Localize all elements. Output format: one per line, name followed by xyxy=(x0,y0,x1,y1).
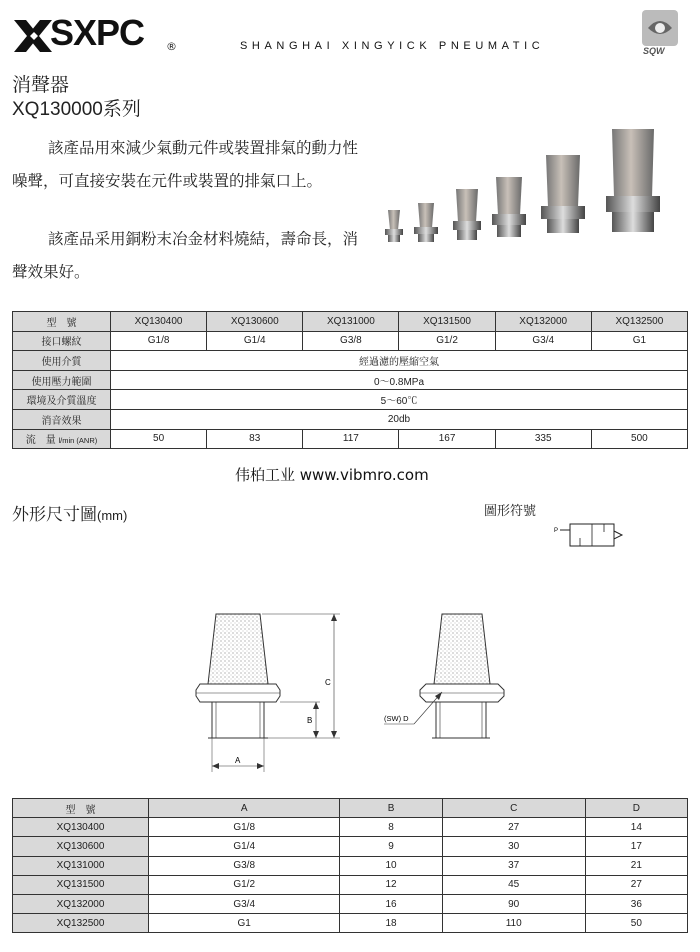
table-cell: 9 xyxy=(340,837,442,856)
thread-cell: G1/2 xyxy=(399,331,495,351)
model-cell: XQ131000 xyxy=(303,312,399,332)
header-cell: B xyxy=(340,799,442,818)
flow-label-text: 流 量 xyxy=(25,435,56,447)
table-cell: 16 xyxy=(340,894,442,913)
table-row xyxy=(13,370,688,390)
dimension-table xyxy=(12,798,688,933)
product-series: XQ130000系列 xyxy=(12,99,141,120)
description-paragraph-1: 該產品用來減少氣動元件或裝置排氣的動力性噪聲，可直接安裝在元件或裝置的排氣口上。 xyxy=(12,139,359,190)
table-cell: G3/8 xyxy=(149,856,340,875)
table-cell: G1/2 xyxy=(149,875,340,894)
header-cell: C xyxy=(442,799,585,818)
table-cell: 21 xyxy=(585,856,687,875)
noise-value: 20db xyxy=(111,409,688,429)
dimension-title-text: 外形尺寸圖 xyxy=(12,505,97,525)
symbol-port-label: P xyxy=(554,528,559,534)
flow-label xyxy=(13,429,111,449)
dimension-swd-label: (SW) D xyxy=(384,714,409,723)
dimension-c-label: C xyxy=(325,678,331,687)
flow-cell: 50 xyxy=(111,429,207,449)
table-row xyxy=(13,429,688,449)
model-cell: XQ131500 xyxy=(13,875,149,894)
flow-cell: 83 xyxy=(207,429,303,449)
badge-text: SQW xyxy=(643,46,665,56)
table-cell: 37 xyxy=(442,856,585,875)
model-cell: XQ130400 xyxy=(13,818,149,837)
pressure-label: 使用壓力範圍 xyxy=(13,370,111,390)
table-row xyxy=(13,894,688,913)
thread-cell: G1/8 xyxy=(111,331,207,351)
noise-label: 消音效果 xyxy=(13,409,111,429)
model-cell: XQ132000 xyxy=(13,894,149,913)
table-cell: 27 xyxy=(585,875,687,894)
product-title: 消聲器 xyxy=(12,74,70,96)
header-cell: D xyxy=(585,799,687,818)
table-row xyxy=(13,914,688,933)
dimension-drawing xyxy=(180,600,560,780)
table-row xyxy=(13,351,688,371)
table-cell: 17 xyxy=(585,837,687,856)
model-cell: XQ131000 xyxy=(13,856,149,875)
symbol-title: 圖形符號 xyxy=(484,504,537,519)
medium-value: 經過濾的壓縮空氣 xyxy=(111,351,688,371)
model-cell: XQ130400 xyxy=(111,312,207,332)
table-cell: 14 xyxy=(585,818,687,837)
thread-cell: G1 xyxy=(591,331,687,351)
company-tagline: SHANGHAI XINGYICK PNEUMATIC xyxy=(240,40,545,52)
temperature-value: 5～60℃ xyxy=(111,390,688,410)
table-row xyxy=(13,409,688,429)
table-cell: G1/4 xyxy=(149,837,340,856)
table-row xyxy=(13,390,688,410)
flow-cell: 117 xyxy=(303,429,399,449)
model-cell: XQ132000 xyxy=(495,312,591,332)
model-cell: XQ130600 xyxy=(207,312,303,332)
table-cell: 36 xyxy=(585,894,687,913)
table-cell: 45 xyxy=(442,875,585,894)
watermark-text: 伟柏工业 www.vibmro.com xyxy=(235,466,429,484)
flow-cell: 335 xyxy=(495,429,591,449)
model-cell: XQ132500 xyxy=(13,914,149,933)
model-cell: XQ130600 xyxy=(13,837,149,856)
brand-name: SXPC xyxy=(50,12,145,53)
table-row xyxy=(13,875,688,894)
model-cell: XQ132500 xyxy=(591,312,687,332)
table-row xyxy=(13,818,688,837)
flow-unit: l/min (ANR) xyxy=(58,436,98,446)
dimension-b-label: B xyxy=(307,716,313,725)
registered-mark: ® xyxy=(166,40,177,53)
thread-cell: G1/4 xyxy=(207,331,303,351)
temperature-label: 環境及介質溫度 xyxy=(13,390,111,410)
thread-cell: G3/4 xyxy=(495,331,591,351)
silencer-symbol-icon xyxy=(552,520,628,552)
table-cell: 8 xyxy=(340,818,442,837)
pressure-value: 0～0.8MPa xyxy=(111,370,688,390)
table-row xyxy=(13,799,688,818)
table-row xyxy=(13,837,688,856)
dimension-a-label: A xyxy=(235,756,241,765)
flow-cell: 500 xyxy=(591,429,687,449)
table-cell: 30 xyxy=(442,837,585,856)
table-row xyxy=(13,331,688,351)
header-cell: A xyxy=(149,799,340,818)
model-label: 型 號 xyxy=(13,312,111,332)
table-cell: 27 xyxy=(442,818,585,837)
table-cell: G3/4 xyxy=(149,894,340,913)
table-cell: 50 xyxy=(585,914,687,933)
dimension-title xyxy=(12,500,127,525)
flow-cell: 167 xyxy=(399,429,495,449)
thread-label: 接口螺紋 xyxy=(13,331,111,351)
thread-cell: G3/8 xyxy=(303,331,399,351)
table-row xyxy=(13,856,688,875)
table-cell: G1/8 xyxy=(149,818,340,837)
medium-label: 使用介質 xyxy=(13,351,111,371)
description-paragraph-2: 該產品采用銅粉末冶金材料燒結，壽命長，消聲效果好。 xyxy=(12,230,359,281)
header-cell: 型 號 xyxy=(13,799,149,818)
table-cell: 18 xyxy=(340,914,442,933)
table-cell: 12 xyxy=(340,875,442,894)
model-cell: XQ131500 xyxy=(399,312,495,332)
table-cell: G1 xyxy=(149,914,340,933)
table-cell: 10 xyxy=(340,856,442,875)
table-cell: 90 xyxy=(442,894,585,913)
specification-table xyxy=(12,311,688,449)
table-row xyxy=(13,312,688,332)
dimension-unit: (mm) xyxy=(97,508,128,523)
table-cell: 110 xyxy=(442,914,585,933)
product-photo xyxy=(380,125,690,250)
